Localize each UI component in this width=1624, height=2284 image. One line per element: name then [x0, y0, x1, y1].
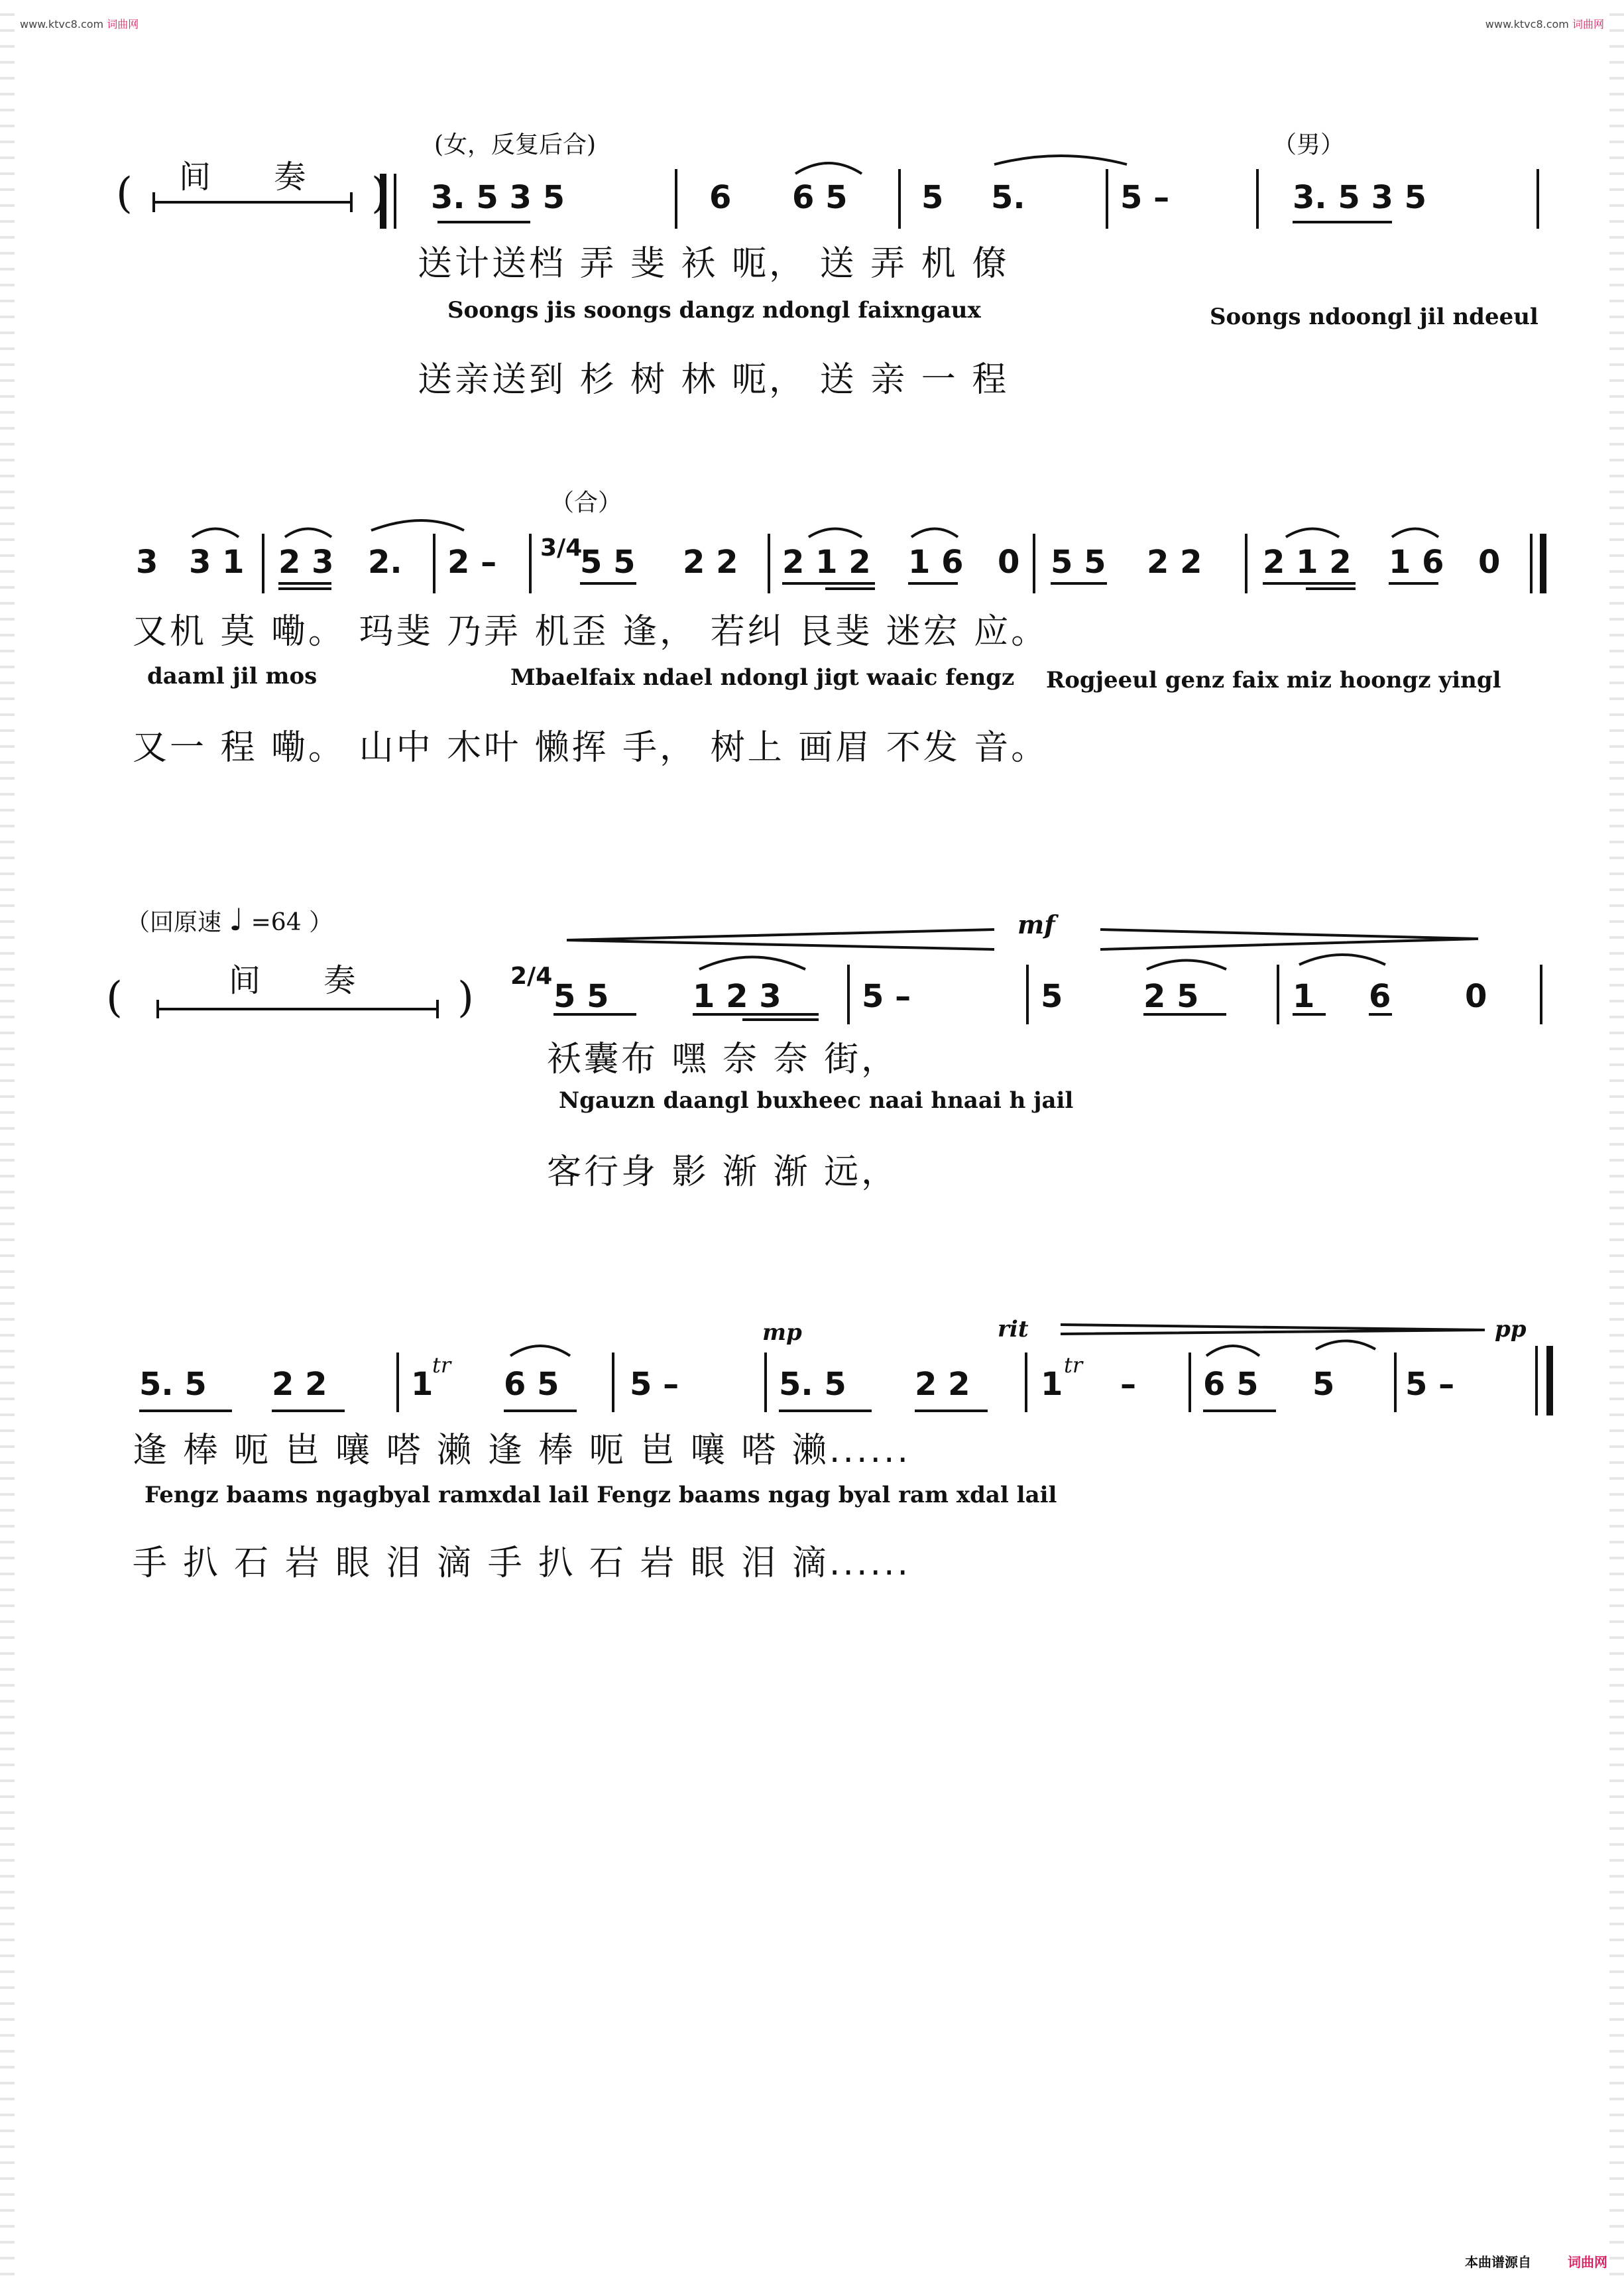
trill-note: 1	[1041, 1366, 1063, 1403]
note: 5	[1041, 978, 1063, 1015]
note-group: 5 5	[553, 978, 609, 1015]
note: 6	[1369, 978, 1391, 1015]
header-right-url[interactable]: www.ktvc8.com	[1485, 18, 1569, 30]
note-group: 2 2	[683, 544, 738, 581]
header-right-site[interactable]: 词曲网	[1572, 18, 1604, 30]
time-signature: 2/4	[510, 963, 553, 990]
interlude-label: 间 奏	[229, 962, 382, 999]
note-group: 1 6	[1389, 544, 1444, 581]
dynamic-mf: mf	[1017, 910, 1055, 939]
romanization: Rogjeeul genz faix miz hoongz yingl	[1046, 667, 1501, 693]
note-group: 2 2	[1147, 544, 1202, 581]
romanization: daaml jil mos	[147, 663, 318, 690]
trill-mark: tr	[432, 1352, 451, 1378]
dynamic-pp: pp	[1495, 1316, 1527, 1343]
note-group: 5. 5	[779, 1366, 846, 1403]
interlude-close-paren: )	[457, 973, 474, 1022]
interlude-open-paren: (	[106, 973, 123, 1022]
time-signature: 3/4	[540, 534, 583, 562]
footer-site[interactable]: 词曲网	[1568, 2254, 1607, 2270]
note: 3	[136, 544, 158, 581]
interlude-label: 间 奏	[179, 158, 333, 196]
note: 2.	[368, 544, 402, 581]
lyrics-line: 袄囊布 嘿 奈 奈 街，	[547, 1040, 899, 1079]
rest: 0	[998, 544, 1020, 581]
footer-source: 本曲谱源自	[1465, 2254, 1531, 2270]
note-group: 5 –	[630, 1366, 679, 1403]
tempo-value: =64	[251, 909, 302, 936]
note-group: 2 3	[278, 544, 334, 581]
note-group: 5. 5	[139, 1366, 207, 1403]
lyrics-line: 又一 程 嘞。 山中 木叶 懒挥 手， 树上 画眉 不发 音。	[133, 728, 1049, 768]
note: –	[1120, 1366, 1136, 1403]
note-group: 5 –	[1405, 1366, 1455, 1403]
romanization: Ngauzn daangl buxheec naai hnaai h jail	[559, 1087, 1074, 1114]
note-group: 6 5	[792, 179, 848, 216]
lyrics-line: 又机 莫 嘞。 玛斐 乃弄 机歪 逢， 若纠 艮斐 迷宏 应。	[133, 612, 1049, 652]
romanization: Soongs ndoongl jil ndeeul	[1210, 304, 1538, 330]
note-group: 2 2	[272, 1366, 327, 1403]
interlude-open-paren: (	[116, 169, 133, 218]
note-group: 5 –	[862, 978, 911, 1015]
note: 5	[1312, 1366, 1335, 1403]
romanization: Mbaelfaix ndael ndongl jigt waaic fengz	[510, 664, 1015, 691]
tempo-close: ）	[309, 909, 333, 936]
female-annotation: (女，反复后合)	[434, 131, 597, 158]
header-left-url[interactable]: www.ktvc8.com	[20, 18, 104, 30]
lyrics-line: 逢 棒 呃 岜 嚷 嗒 濑 逢 棒 呃 岜 嚷 嗒 濑......	[133, 1431, 911, 1471]
lyrics-line: 送亲送到 杉 树 林 呃， 送 亲 一 程	[418, 360, 1010, 400]
male-annotation: （男）	[1273, 131, 1345, 158]
trill-note: 1	[411, 1366, 434, 1403]
romanization: Fengz baams ngagbyal ramxdal lail Fengz baams ngag byal ram xdal lail	[145, 1482, 1057, 1508]
header-left-site[interactable]: 词曲网	[107, 18, 139, 30]
rest: 0	[1465, 978, 1487, 1015]
note: 5	[921, 179, 944, 216]
note-group: 6 5	[1203, 1366, 1259, 1403]
chorus-annotation: （合）	[550, 489, 622, 516]
trill-mark: tr	[1064, 1352, 1083, 1378]
note: 6	[709, 179, 732, 216]
note: 1	[1293, 978, 1315, 1015]
romanization: Soongs jis soongs dangz ndongl faixngaux	[447, 297, 981, 324]
note-group: 1 2 3	[693, 978, 782, 1015]
note-group: 6 5	[504, 1366, 559, 1403]
dynamic-rit: rit	[998, 1316, 1029, 1343]
note-group: 1 6	[908, 544, 964, 581]
note-group: 3. 5 3 5	[431, 179, 565, 216]
note-group: 3. 5 3 5	[1293, 179, 1426, 216]
note-group: 2 1 2	[782, 544, 871, 581]
note-group: 2 5	[1143, 978, 1199, 1015]
note-group: 2 1 2	[1263, 544, 1352, 581]
note-group: 2 2	[915, 1366, 970, 1403]
rest: 0	[1478, 544, 1501, 581]
lyrics-line: 手 扒 石 岩 眼 泪 滴 手 扒 石 岩 眼 泪 滴......	[133, 1543, 911, 1583]
interlude-close-paren: )	[371, 169, 388, 218]
note-group: 3 1	[189, 544, 245, 581]
lyrics-line: 送计送档 弄 斐 袄 呃， 送 弄 机 僚	[418, 244, 1010, 284]
note-group: 5 5	[580, 544, 636, 581]
note-group: 5 5	[1051, 544, 1106, 581]
dynamic-mp: mp	[762, 1319, 802, 1346]
tempo-label: （回原速	[126, 909, 222, 936]
note: 5.	[991, 179, 1025, 216]
lyrics-line: 客行身 影 渐 渐 远，	[547, 1152, 899, 1192]
note-group: 5 –	[1120, 179, 1170, 216]
quarter-note-icon: ♩	[229, 902, 244, 937]
note-group: 2 –	[447, 544, 497, 581]
